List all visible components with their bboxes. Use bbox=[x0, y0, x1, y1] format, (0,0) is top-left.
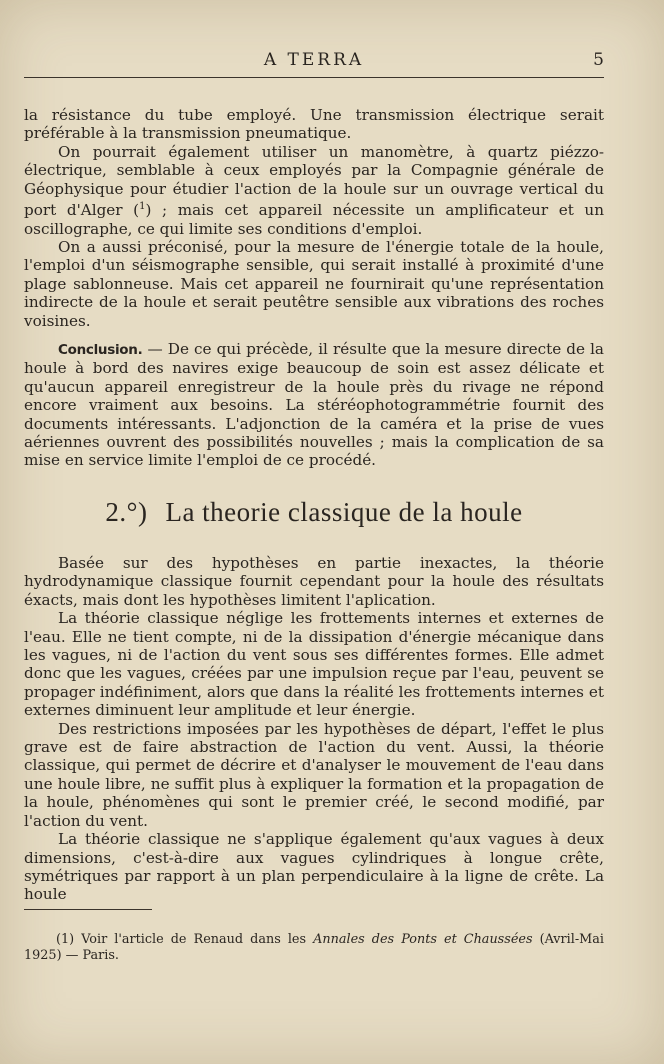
paragraph bbox=[24, 143, 604, 238]
paragraph-text: On pourrait également utiliser un manomètre, à quartz piézzo-électrique, semblable à ceux employés par la Compagnie générale de Géophysique pour étudier l'action de la houle sur un ouvrage vertical du port d'Alger ( bbox=[24, 142, 604, 220]
header-rule bbox=[24, 77, 604, 78]
journal-title: Annales des Ponts et Chaussées bbox=[313, 932, 533, 947]
paragraph: Basée sur des hypothèses en partie inexactes, la théorie hydrodynamique classique fournit cependant pour la houle des résultats éxacts, mais dont les hypothèses limitent l'aplication. bbox=[24, 554, 604, 609]
footnote-text: Voir l'article de Renaud dans les bbox=[74, 932, 314, 947]
paragraph-text: ) ; mais cet appareil nécessite un amplificateur et un oscillographe, ce qui limite ses conditions d'emploi. bbox=[24, 201, 604, 238]
conclusion-paragraph bbox=[24, 340, 604, 470]
paragraph: On a aussi préconisé, pour la mesure de l'énergie totale de la houle, l'emploi d'un séismographe sensible, qui serait installé à proximité d'une plage sablonneuse. Mais cet appareil ne fournirait qu'une représentation indirecte de la houle et serait peutêtre sensible aux vibrations des roches voisines. bbox=[24, 237, 604, 330]
footnote-rule bbox=[24, 909, 152, 910]
paragraph: La théorie classique néglige les frottements internes et externes de l'eau. Elle ne tient compte, ni de la dissipation d'énergie mécanique dans les vagues, ni de l'action du vent sous ses différentes formes. Elle admet donc que les vagues, créées par une impulsion reçue par l'eau, peuvent se propager indéfiniment, alors que dans la réalité les frottements internes et externes diminuent leur amplitude et leur énergie. bbox=[24, 609, 604, 720]
section-heading bbox=[24, 497, 604, 528]
paragraph: la résistance du tube employé. Une transmission électrique serait préférable à la transmission pneumatique. bbox=[24, 106, 604, 143]
paragraph: Des restrictions imposées par les hypothèses de départ, l'effet le plus grave est de faire abstraction de l'action du vent. Aussi, la théorie classique, qui permet de décrire et d'analyser le mouvement de l'eau dans une houle libre, ne suffit plus à expliquer la formation et la propagation de la houle, phénomènes qui sont le premier créé, le second modifié, par l'action du vent. bbox=[24, 719, 604, 830]
page-header bbox=[24, 50, 604, 76]
section-number: 2.°) bbox=[105, 497, 148, 527]
text-block-intro bbox=[24, 106, 604, 330]
page-number: 5 bbox=[593, 50, 604, 70]
footnote-text: (Avril-Mai 1925) — Paris. bbox=[24, 932, 604, 963]
conclusion-text: — De ce qui précède, il résulte que la mesure directe de la houle à bord des navires exige beaucoup de soin est assez délicate et qu'aucun appareil enregistreur de la houle près du rivage ne répond encore vraiment aux besoins. La stéréophotogrammétrie fournit des documents intéressants. L'adjonction de la caméra et la prise de vues aériennes ouvrent des possibilités nouvelles ; mais la complication de sa mise en service limite l'emploi de ce procédé. bbox=[24, 340, 604, 470]
section-title: La theorie classique de la houle bbox=[165, 497, 523, 527]
running-title: A TERRA bbox=[263, 50, 365, 70]
text-block-theory bbox=[24, 554, 604, 904]
footnote bbox=[24, 932, 604, 964]
conclusion-label: Conclusion. bbox=[58, 342, 143, 358]
footnote-reference: 1 bbox=[139, 201, 146, 213]
paragraph: La théorie classique ne s'applique également qu'aux vagues à deux dimensions, c'est-à-dire aux vagues cylindriques à longue crête, symétriques par rapport à un plan perpendiculaire à la ligne de crête. La houle bbox=[24, 830, 604, 904]
paragraph bbox=[24, 340, 604, 470]
footnote-number: (1) bbox=[56, 932, 75, 947]
